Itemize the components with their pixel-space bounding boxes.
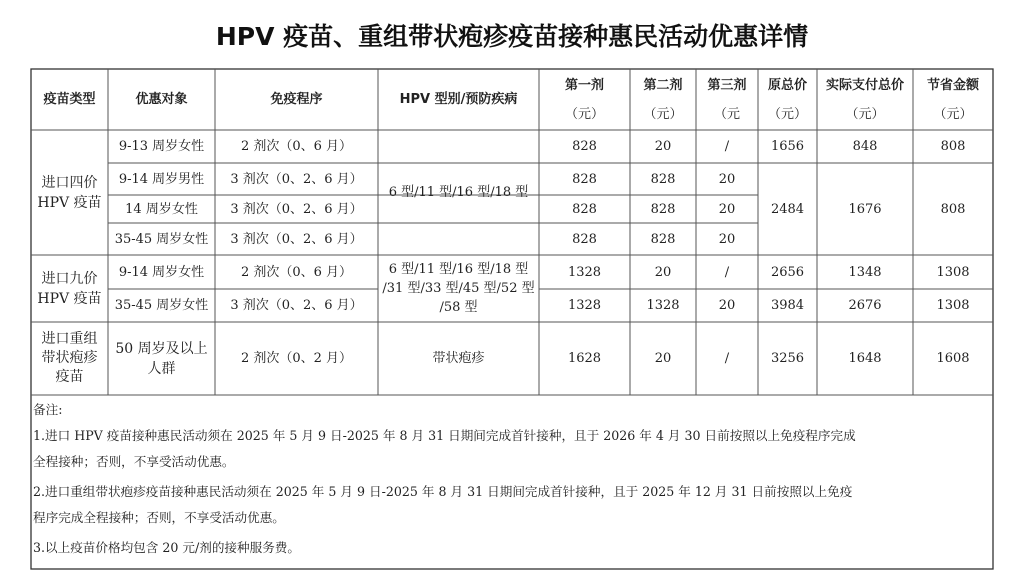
row-dose3: /	[724, 139, 730, 154]
row-target: 35-45 周岁女性	[114, 231, 209, 247]
row-dose1: 828	[572, 201, 597, 217]
row-dose1: 828	[572, 171, 597, 187]
row-target: 9-14 周岁男性	[118, 171, 205, 187]
header-dose2-unit: （元）	[643, 106, 683, 122]
row-schedule: 2 剂次（0、2 月）	[240, 351, 353, 366]
row-dose2: 20	[654, 139, 672, 154]
row-dose3: 20	[718, 201, 736, 217]
row-saving: 1608	[936, 351, 970, 366]
document-title: HPV 疫苗、重组带状疱疹疫苗接种惠民活动优惠详情	[215, 22, 809, 51]
types-nonavalent: 6 型/11 型/16 型/18 型 /31 型/33 型/45 型/52 型 /58 型	[382, 262, 535, 315]
row-paid: 1348	[848, 264, 882, 280]
notes-heading: 备注:	[33, 402, 63, 417]
row-paid: 2676	[848, 298, 882, 313]
types-quadrivalent: 6 型/11 型/16 型/18 型	[388, 185, 529, 200]
row-original: 3256	[770, 351, 805, 366]
header-actual-paid: 实际支付总价	[825, 77, 904, 93]
row-dose3: /	[724, 351, 730, 366]
row-schedule: 3 剂次（0、2、6 月）	[230, 298, 363, 313]
row-dose2: 828	[650, 201, 676, 217]
row-dose1: 1328	[567, 264, 602, 280]
vaccine-shingles: 进口重组 带状疱疹 疫苗	[41, 331, 98, 385]
row-target: 9-14 周岁女性	[118, 264, 205, 280]
note-line: 2.进口重组带状疱疹疫苗接种惠民活动须在 2025 年 5 月 9 日-2025 年 8 月 31 日期间完成首针接种，且于 2025 年 12 月 31 日前按照以上免疫	[33, 484, 853, 499]
row-schedule: 3 剂次（0、2、6 月）	[230, 171, 363, 187]
note-line: 3.以上疫苗价格均包含 20 元/剂的接种服务费。	[33, 540, 300, 555]
header-original-total: 原总价	[767, 77, 807, 93]
row-schedule: 2 剂次（0、6 月）	[240, 264, 353, 280]
row-dose2: 828	[650, 171, 676, 187]
row-paid: 848	[852, 139, 878, 154]
row-original: 2656	[770, 264, 805, 280]
row-original: 1656	[770, 139, 805, 154]
header-target: 优惠对象	[135, 92, 188, 107]
merged-original: 2484	[770, 201, 805, 217]
row-target: 50 周岁及以上 人群	[115, 340, 208, 377]
row-target: 35-45 周岁女性	[114, 298, 209, 313]
row-saving: 808	[940, 139, 966, 154]
row-saving: 1308	[936, 264, 970, 280]
row-dose3: 20	[718, 171, 736, 187]
row-dose1: 828	[572, 231, 597, 247]
row-dose3: 20	[718, 298, 736, 313]
note-line: 全程接种；否则，不享受活动优惠。	[33, 454, 235, 469]
header-dose1: 第一剂	[564, 77, 604, 93]
header-paid-unit: （元）	[845, 106, 885, 122]
header-dose3-unit: （元	[713, 106, 740, 122]
types-shingles: 带状疱疹	[432, 351, 485, 366]
note-line: 1.进口 HPV 疫苗接种惠民活动须在 2025 年 5 月 9 日-2025 年 8 月 31 日期间完成首针接种，且于 2026 年 4 月 30 日前按照以上免疫程序完成	[33, 428, 856, 443]
row-saving: 1308	[936, 298, 970, 313]
row-dose3: 20	[718, 231, 736, 247]
merged-paid: 1676	[848, 201, 882, 217]
row-target: 14 周岁女性	[125, 201, 198, 217]
header-dose1-unit: （元）	[564, 106, 604, 122]
header-saving: 节省金额	[926, 77, 979, 93]
row-dose2: 828	[650, 231, 676, 247]
header-original-unit: （元）	[767, 106, 807, 122]
header-vaccine-type: 疫苗类型	[43, 92, 96, 107]
header-schedule: 免疫程序	[270, 92, 323, 107]
row-dose2: 1328	[646, 298, 680, 313]
row-dose2: 20	[654, 264, 672, 280]
row-paid: 1648	[848, 351, 882, 366]
row-schedule: 3 剂次（0、2、6 月）	[230, 231, 363, 247]
vaccine-quadrivalent: 进口四价 HPV 疫苗	[37, 174, 102, 211]
row-schedule: 3 剂次（0、2、6 月）	[230, 201, 363, 217]
header-hpv-types: HPV 型别/预防疾病	[399, 92, 518, 107]
row-dose1: 1328	[567, 298, 602, 313]
row-target: 9-13 周岁女性	[118, 139, 205, 154]
row-dose2: 20	[654, 351, 672, 366]
row-original: 3984	[770, 298, 805, 313]
row-dose1: 828	[572, 139, 597, 154]
row-dose1: 1628	[567, 351, 602, 366]
header-dose2: 第二剂	[643, 77, 683, 93]
vaccine-nonavalent: 进口九价 HPV 疫苗	[37, 270, 102, 307]
note-line: 程序完成全程接种；否则，不享受活动优惠。	[33, 510, 285, 525]
header-saving-unit: （元）	[933, 106, 973, 122]
row-dose3: /	[724, 264, 730, 280]
row-schedule: 2 剂次（0、6 月）	[240, 139, 353, 154]
header-dose3: 第三剂	[707, 77, 747, 93]
merged-saving: 808	[940, 201, 966, 217]
